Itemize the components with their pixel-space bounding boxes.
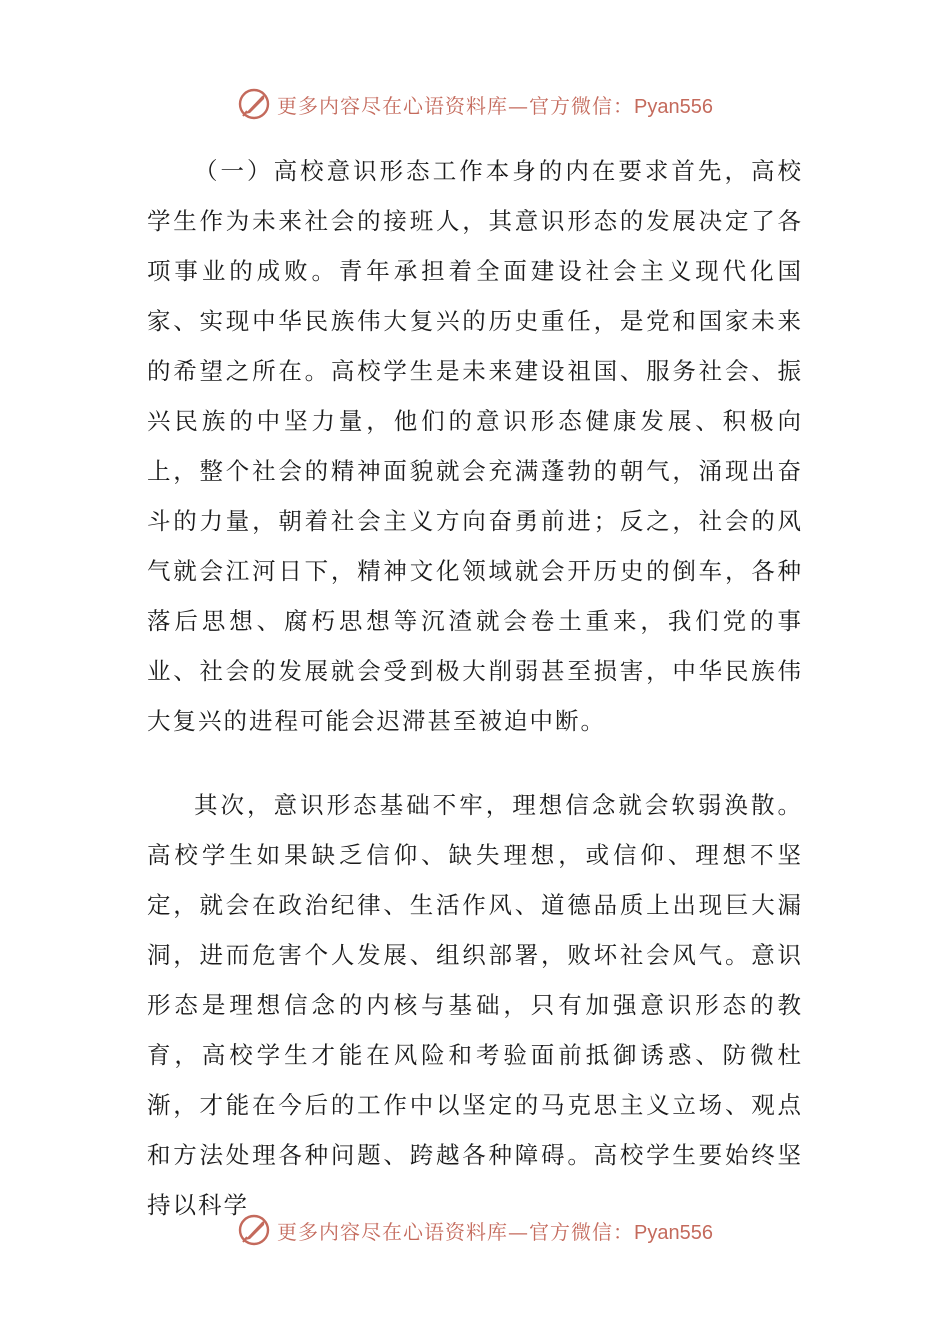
quill-logo-icon <box>237 87 271 121</box>
paragraph: （一）高校意识形态工作本身的内在要求首先，高校学生作为未来社会的接班人，其意识形态的发展决定了各项事业的成败。青年承担着全面建设社会主义现代化国家、实现中华民族伟大复兴的历史重任，是党和国家未来的希望之所在。高校学生是未来建设祖国、服务社会、振兴民族的中坚力量，他们的意识形态健康发展、积极向上，整个社会的精神面貌就会充满蓬勃的朝气，涌现出奋斗的力量，朝着社会主义方向奋勇前进；反之，社会的风气就会江河日下，精神文化领域就会开历史的倒车，各种落后思想、腐朽思想等沉渣就会卷土重来，我们党的事业、社会的发展就会受到极大削弱甚至损害，中华民族伟大复兴的进程可能会迟滞甚至被迫中断。 <box>147 157 803 735</box>
document-body <box>147 146 803 1230</box>
footer-watermark <box>0 1208 950 1252</box>
watermark-text <box>277 1216 713 1245</box>
quill-logo-icon <box>237 1213 271 1247</box>
wechat-id: Pyan556 <box>634 1221 713 1244</box>
watermark-text <box>277 90 713 119</box>
paragraph: 其次，意识形态基础不牢，理想信念就会软弱涣散。高校学生如果缺乏信仰、缺失理想，或信仰、理想不坚定，就会在政治纪律、生活作风、道德品质上出现巨大漏洞，进而危害个人发展、组织部署，败坏社会风气。意识形态是理想信念的内核与基础，只有加强意识形态的教育，高校学生才能在风险和考验面前抵御诱惑、防微杜渐，才能在今后的工作中以坚定的马克思主义立场、观点和方法处理各种问题、跨越各种障碍。高校学生要始终坚持以科学 <box>147 791 803 1219</box>
watermark-label: 更多内容尽在心语资料库—官方微信： <box>277 93 635 118</box>
header-watermark <box>0 82 950 126</box>
wechat-id: Pyan556 <box>634 95 713 118</box>
watermark-label: 更多内容尽在心语资料库—官方微信： <box>277 1219 635 1244</box>
